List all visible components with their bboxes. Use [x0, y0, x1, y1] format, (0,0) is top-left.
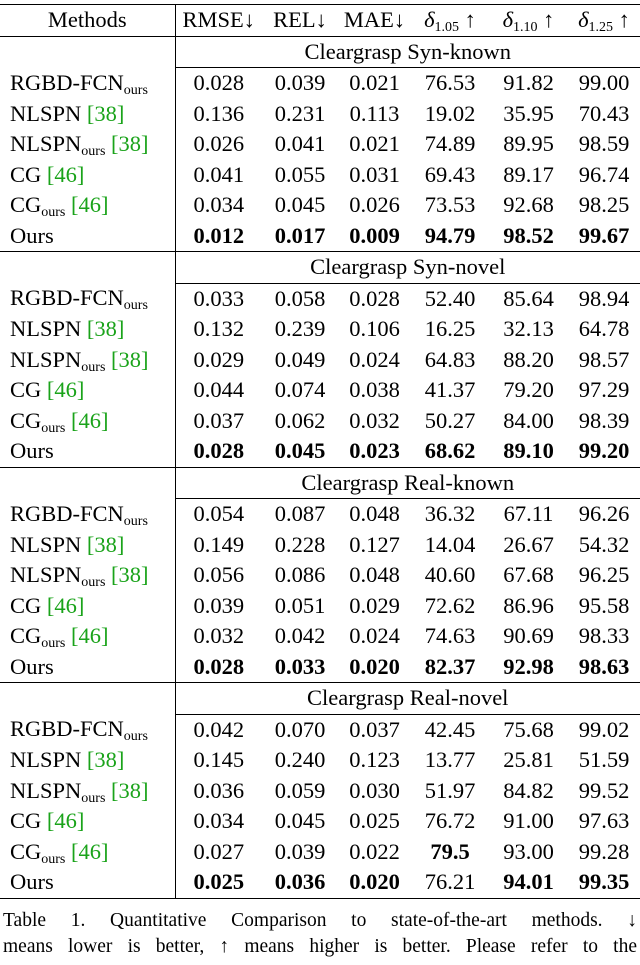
cell-rel: 0.017: [274, 222, 326, 248]
cell-delta-105: 68.62: [424, 438, 476, 463]
group-title: Cleargrasp Syn-known: [175, 36, 640, 68]
cell-delta-105: 14.04: [424, 531, 476, 557]
citation-link[interactable]: [38]: [111, 346, 149, 372]
caption-line-2: means lower is better, ↑ means higher is better. Please refer to the: [3, 936, 637, 957]
up-arrow: ↑: [543, 7, 555, 32]
cell-delta-110: 91.00: [503, 808, 554, 833]
cell-mae: 0.024: [349, 346, 400, 372]
table-row: [0, 652, 640, 683]
method-subscript: ours: [123, 298, 148, 314]
cell-rel: 0.055: [274, 161, 326, 187]
cell-rel: 0.039: [274, 838, 326, 864]
method-cg: [0, 806, 175, 837]
table-row: [0, 99, 640, 130]
cell-delta-105: 82.37: [424, 653, 476, 679]
cell-delta-110: 89.17: [503, 161, 554, 187]
method-name: RGBD-FCN: [10, 285, 124, 311]
cell-delta-110: 86.96: [503, 592, 554, 618]
header-methods: Methods: [0, 5, 175, 37]
cell-delta-110: 75.68: [503, 716, 554, 742]
citation-link[interactable]: [38]: [86, 747, 125, 772]
cell-rmse: 0.056: [193, 562, 245, 587]
table-row: [0, 621, 640, 652]
cell-rmse: 0.034: [193, 808, 245, 833]
cell-mae: 0.127: [349, 531, 400, 557]
table-header-row: [0, 5, 640, 37]
cell-delta-125: 95.58: [578, 592, 630, 618]
cell-mae: 0.024: [349, 623, 400, 648]
method-cg: [0, 375, 175, 406]
method-name: CG: [10, 161, 42, 187]
up-arrow: ↑: [464, 7, 476, 32]
cell-delta-105: 79.5: [430, 838, 470, 864]
method-subscript: ours: [123, 513, 148, 529]
cell-rel: 0.033: [274, 653, 326, 679]
cell-delta-110: 26.67: [503, 531, 554, 557]
cell-delta-105: 69.43: [424, 161, 476, 187]
delta-subscript: 1.05: [434, 20, 460, 35]
citation-link[interactable]: [46]: [46, 377, 85, 402]
cell-delta-110: 25.81: [503, 747, 554, 772]
cell-delta-110: 67.68: [503, 562, 554, 587]
delta-symbol: δ: [578, 7, 589, 32]
method-cg-ours: [0, 190, 175, 221]
method-subscript: ours: [81, 144, 106, 159]
method-name: Ours: [10, 222, 54, 248]
cell-delta-105: 76.21: [411, 867, 489, 898]
cell-rel: 0.228: [274, 531, 326, 557]
method-cg-ours: [0, 406, 175, 437]
cell-delta-105: 76.72: [424, 808, 476, 833]
cell-delta-105: 76.53: [424, 70, 476, 95]
method-ours: [0, 652, 175, 683]
cell-delta-125: 99.67: [578, 222, 630, 248]
cell-rmse: 0.034: [193, 192, 245, 217]
method-nlspn-ours: [0, 129, 175, 160]
delta-subscript: 1.10: [513, 20, 538, 35]
header-delta-110: [489, 5, 568, 37]
table-row: [0, 499, 640, 530]
table-row: [0, 745, 640, 776]
cell-rmse: 0.037: [193, 407, 245, 433]
cell-rmse: 0.025: [175, 867, 262, 898]
table-caption: [3, 908, 637, 960]
cell-delta-125: 99.28: [578, 838, 630, 864]
method-subscript: ours: [41, 851, 66, 867]
cell-rel: 0.231: [274, 100, 326, 126]
cell-rmse: 0.028: [193, 653, 245, 679]
cell-rmse: 0.132: [193, 316, 245, 341]
cell-rel: 0.039: [274, 70, 326, 95]
cell-rel: 0.058: [274, 285, 326, 311]
cell-delta-110: 84.00: [503, 407, 554, 433]
citation-link[interactable]: [38]: [86, 100, 125, 126]
cell-delta-125: 51.59: [578, 747, 630, 772]
cell-rmse: 0.041: [193, 161, 245, 187]
cell-mae: 0.022: [349, 838, 400, 864]
method-rgbd-fcn-ours: [0, 283, 175, 314]
cell-delta-110: 89.95: [503, 131, 554, 156]
cell-rmse: 0.042: [193, 716, 245, 742]
cell-delta-125: 96.25: [578, 562, 630, 587]
method-name: Ours: [10, 438, 54, 463]
cell-delta-110: 94.01: [489, 867, 568, 898]
citation-link[interactable]: [46]: [46, 592, 85, 618]
group-title: Cleargrasp Real-known: [175, 467, 640, 499]
header-delta-125: [568, 5, 640, 37]
up-arrow: ↑: [618, 7, 630, 32]
cell-mae: 0.037: [349, 716, 400, 742]
cell-rel: 0.045: [274, 808, 326, 833]
cell-delta-110: 89.10: [503, 438, 554, 463]
citation-link[interactable]: [38]: [86, 316, 125, 341]
cell-delta-125: 70.43: [578, 100, 630, 126]
cell-delta-105: 41.37: [424, 377, 476, 402]
cell-delta-110: 92.68: [503, 192, 554, 217]
method-name: RGBD-FCN: [10, 500, 124, 526]
cell-delta-110: 35.95: [503, 100, 554, 126]
table-row: [0, 221, 640, 252]
cell-rmse: 0.136: [193, 100, 245, 126]
group-title-spacer: [0, 467, 175, 499]
cell-delta-125: 98.63: [578, 653, 630, 679]
cell-delta-125: 97.29: [578, 377, 630, 402]
cell-rmse: 0.012: [193, 222, 245, 248]
method-cg: [0, 160, 175, 191]
cell-delta-125: 98.39: [578, 407, 630, 433]
method-name: NLSPN: [10, 131, 82, 156]
method-name: NLSPN: [10, 316, 82, 341]
cell-delta-110: 92.98: [503, 653, 554, 679]
citation-link[interactable]: [38]: [111, 777, 149, 803]
table-row: [0, 806, 640, 837]
method-name: NLSPN: [10, 747, 82, 772]
group-title: Cleargrasp Syn-novel: [175, 252, 640, 284]
method-name: NLSPN: [10, 777, 82, 803]
cell-delta-125: 97.63: [578, 808, 630, 833]
cell-rel: 0.051: [274, 592, 326, 618]
method-subscript: ours: [81, 790, 106, 806]
method-nlspn: [0, 314, 175, 345]
cell-delta-125: 54.32: [578, 531, 630, 557]
method-ours: [0, 436, 175, 467]
cell-mae: 0.029: [349, 592, 400, 618]
table-row: [0, 436, 640, 467]
method-subscript: ours: [123, 729, 148, 745]
table-row: [0, 190, 640, 221]
citation-link[interactable]: [38]: [86, 531, 125, 557]
cell-delta-125: 98.94: [578, 285, 630, 311]
header-rmse: RMSE↓: [175, 5, 262, 37]
cell-delta-110: 93.00: [503, 838, 554, 864]
cell-delta-125: 99.52: [578, 777, 630, 803]
group-title-spacer: [0, 683, 175, 715]
cell-delta-110: 98.52: [503, 222, 554, 248]
cell-mae: 0.025: [349, 808, 400, 833]
method-name: RGBD-FCN: [10, 69, 124, 95]
cell-delta-110: 84.82: [503, 777, 554, 803]
table-row: [0, 283, 640, 314]
cell-delta-125: 98.33: [578, 623, 630, 648]
method-nlspn: [0, 99, 175, 130]
group-title-row: [0, 252, 640, 284]
cell-delta-125: 98.59: [578, 131, 630, 156]
citation-link[interactable]: [46]: [71, 623, 109, 648]
cell-mae: 0.031: [349, 161, 400, 187]
table-row: [0, 837, 640, 868]
cell-delta-105: 72.62: [424, 592, 476, 618]
method-name: CG: [10, 838, 42, 864]
cell-delta-125: 99.20: [578, 438, 630, 463]
cell-delta-105: 50.27: [424, 407, 476, 433]
citation-link[interactable]: [46]: [46, 161, 85, 187]
cell-rel: 0.042: [274, 623, 326, 648]
cell-mae: 0.026: [349, 192, 400, 217]
method-name: NLSPN: [10, 562, 82, 587]
cell-rmse: 0.028: [193, 438, 245, 463]
cell-delta-105: 73.53: [424, 192, 476, 217]
method-nlspn-ours: [0, 776, 175, 807]
cell-rel: 0.240: [274, 747, 326, 772]
cell-delta-110: 90.69: [503, 623, 554, 648]
table-row: [0, 867, 640, 898]
cell-mae: 0.009: [349, 222, 400, 248]
cell-delta-105: 42.45: [424, 716, 476, 742]
method-name: CG: [10, 592, 42, 618]
table-row: [0, 375, 640, 406]
method-rgbd-fcn-ours: [0, 714, 175, 745]
cell-rel: 0.070: [274, 716, 326, 742]
cell-mae: 0.021: [349, 131, 400, 156]
cell-rel: 0.059: [274, 777, 326, 803]
method-rgbd-fcn-ours: [0, 499, 175, 530]
cell-rel: 0.045: [274, 438, 326, 463]
method-subscript: ours: [123, 82, 148, 98]
method-name: CG: [10, 808, 42, 833]
cell-delta-105: 74.89: [424, 131, 476, 156]
cell-delta-125: 64.78: [578, 316, 630, 341]
method-nlspn: [0, 530, 175, 561]
cell-delta-110: 88.20: [503, 346, 554, 372]
cell-rel: 0.036: [262, 867, 338, 898]
method-subscript: ours: [41, 420, 66, 436]
method-name: NLSPN: [10, 346, 82, 372]
cell-mae: 0.021: [349, 70, 400, 95]
cell-rmse: 0.029: [193, 346, 245, 372]
cell-delta-125: 96.26: [578, 501, 630, 526]
table-row: [0, 591, 640, 622]
cell-delta-110: 79.20: [503, 377, 554, 402]
group-title-spacer: [0, 36, 175, 68]
cell-mae: 0.023: [349, 438, 400, 463]
method-nlspn: [0, 745, 175, 776]
method-name: Ours: [10, 869, 54, 894]
method-name: NLSPN: [10, 531, 82, 557]
cell-rel: 0.049: [274, 346, 326, 372]
table-row: [0, 160, 640, 191]
cell-delta-125: 98.25: [578, 192, 630, 217]
cell-mae: 0.048: [349, 562, 400, 587]
delta-subscript: 1.25: [588, 20, 614, 35]
cell-rel: 0.045: [274, 192, 326, 217]
cell-mae: 0.113: [349, 100, 400, 126]
group-title: Cleargrasp Real-novel: [175, 683, 640, 715]
cell-rmse: 0.149: [193, 531, 245, 557]
cell-mae: 0.106: [349, 316, 400, 341]
cell-rmse: 0.044: [193, 377, 245, 402]
method-name: CG: [10, 407, 42, 433]
method-subscript: ours: [81, 575, 106, 590]
cell-rel: 0.239: [274, 316, 326, 341]
cell-rmse: 0.027: [193, 838, 245, 864]
cell-rmse: 0.036: [193, 777, 245, 803]
group-title-row: [0, 36, 640, 68]
cell-mae: 0.032: [349, 407, 400, 433]
cell-delta-105: 51.97: [424, 777, 476, 803]
method-subscript: ours: [81, 359, 106, 375]
delta-symbol: δ: [424, 7, 435, 32]
cell-rel: 0.087: [274, 501, 326, 526]
header-mae: MAE↓: [338, 5, 411, 37]
table-row: [0, 776, 640, 807]
cell-delta-105: 74.63: [424, 623, 476, 648]
method-name: RGBD-FCN: [10, 716, 124, 742]
citation-link[interactable]: [46]: [71, 407, 109, 433]
cell-delta-125: 99.02: [578, 716, 630, 742]
cell-delta-125: 98.57: [578, 346, 630, 372]
cell-mae: 0.048: [349, 501, 400, 526]
cell-delta-110: 85.64: [503, 285, 554, 311]
cell-mae: 0.038: [349, 377, 400, 402]
cell-delta-105: 13.77: [424, 747, 476, 772]
citation-link[interactable]: [46]: [71, 192, 109, 217]
table-row: [0, 129, 640, 160]
method-cg-ours: [0, 837, 175, 868]
cell-rmse: 0.033: [193, 285, 245, 311]
cell-mae: 0.030: [349, 777, 400, 803]
cell-rmse: 0.054: [193, 501, 245, 526]
method-rgbd-fcn-ours: [0, 68, 175, 99]
cell-rel: 0.041: [274, 131, 326, 156]
cell-delta-125: 99.00: [578, 70, 630, 95]
citation-link[interactable]: [46]: [71, 838, 109, 864]
method-ours: [0, 867, 175, 898]
cell-delta-105: 40.60: [424, 562, 476, 587]
method-name: CG: [10, 377, 42, 402]
group-title-row: [0, 467, 640, 499]
cell-rmse: 0.028: [193, 70, 245, 95]
cell-delta-110: 32.13: [503, 316, 554, 341]
method-nlspn-ours: [0, 345, 175, 376]
cell-delta-105: 64.83: [424, 346, 476, 372]
method-name: NLSPN: [10, 100, 82, 126]
cell-delta-105: 16.25: [424, 316, 476, 341]
cell-rmse: 0.026: [193, 131, 245, 156]
group-title-spacer: [0, 252, 175, 284]
cell-rmse: 0.145: [193, 747, 245, 772]
method-nlspn-ours: [0, 560, 175, 591]
cell-delta-105: 94.79: [424, 222, 476, 248]
header-rel: REL↓: [262, 5, 338, 37]
citation-link[interactable]: [38]: [111, 562, 149, 587]
cell-delta-125: 99.35: [568, 867, 640, 898]
cell-delta-105: 19.02: [424, 100, 476, 126]
header-delta-105: [411, 5, 489, 37]
method-ours: [0, 221, 175, 252]
table-row: [0, 68, 640, 99]
cell-delta-125: 96.74: [578, 161, 630, 187]
delta-symbol: δ: [502, 7, 514, 32]
method-cg: [0, 591, 175, 622]
table-row: [0, 714, 640, 745]
method-name: Ours: [10, 653, 54, 679]
method-subscript: ours: [41, 636, 66, 651]
cell-mae: 0.123: [349, 747, 400, 772]
caption-line-1: Table 1. Quantitative Comparison to state-of-the-art methods. ↓: [3, 910, 637, 931]
group-title-row: [0, 683, 640, 715]
cell-mae: 0.020: [349, 653, 400, 679]
table-row: [0, 406, 640, 437]
cell-rel: 0.074: [274, 377, 326, 402]
cell-mae: 0.020: [338, 867, 411, 898]
cell-delta-110: 67.11: [503, 501, 554, 526]
citation-link[interactable]: [46]: [46, 808, 85, 833]
table-row: [0, 530, 640, 561]
method-name: CG: [10, 623, 42, 648]
citation-link[interactable]: [38]: [111, 131, 149, 156]
cell-rel: 0.062: [274, 407, 326, 433]
cell-delta-105: 52.40: [424, 285, 476, 311]
cell-rel: 0.086: [274, 562, 326, 587]
method-cg-ours: [0, 621, 175, 652]
cell-delta-105: 36.32: [424, 501, 476, 526]
table-row: [0, 314, 640, 345]
cell-mae: 0.028: [349, 285, 400, 311]
cell-delta-110: 91.82: [503, 70, 554, 95]
table-row: [0, 560, 640, 591]
table-row: [0, 345, 640, 376]
results-table: [0, 4, 640, 899]
method-name: CG: [10, 192, 42, 217]
cell-rmse: 0.039: [193, 592, 245, 618]
method-subscript: ours: [41, 205, 66, 220]
cell-rmse: 0.032: [193, 623, 245, 648]
